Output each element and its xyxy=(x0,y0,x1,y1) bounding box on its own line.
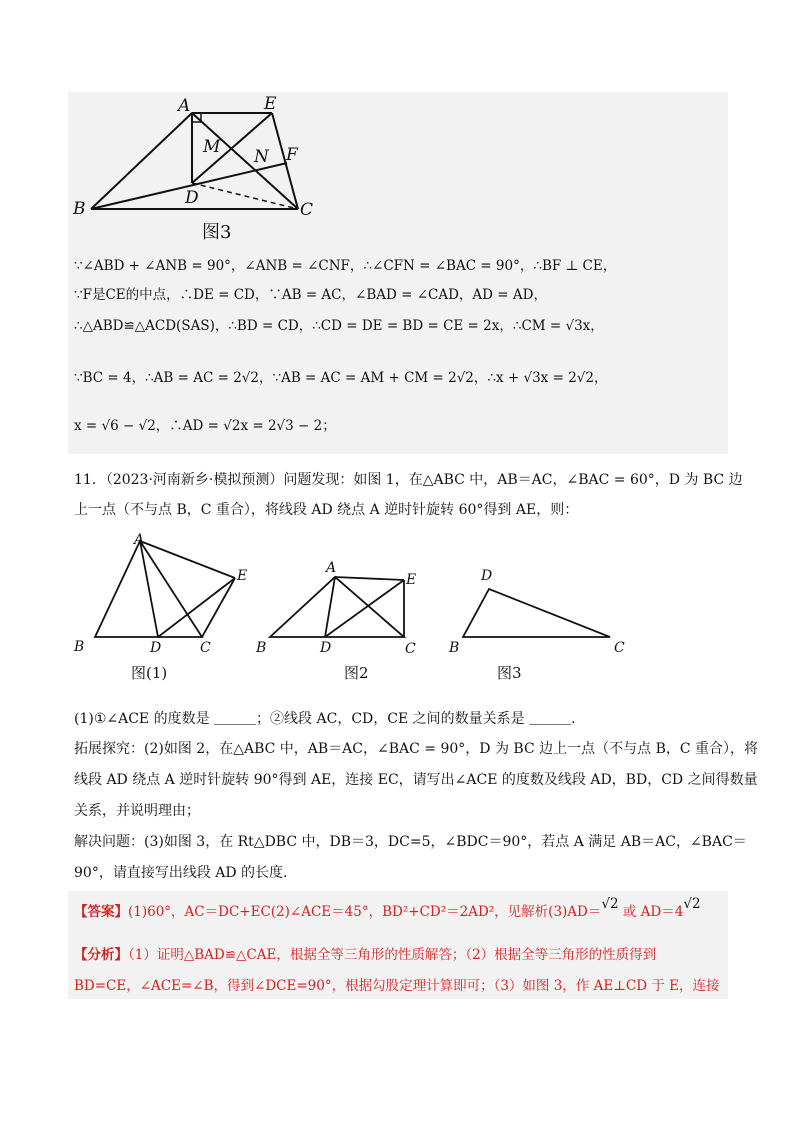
fig3-label-D: D xyxy=(481,568,493,584)
segment-BA xyxy=(91,113,192,209)
answer-mid: 或 AD＝4 xyxy=(618,904,684,920)
fig3-label-B: B xyxy=(449,640,460,656)
label-M: M xyxy=(203,137,221,157)
label-F: F xyxy=(286,145,298,165)
answer-tag: 【答案】 xyxy=(74,904,128,920)
analysis-line-2: BD=CE，∠ACE=∠B，得到∠DCE=90°，根据勾股定理计算即可；（3）如图 3，作 AE⊥CD 于 E，连接 xyxy=(74,978,720,994)
fig1-caption: 图(1) xyxy=(131,664,168,682)
figures-row xyxy=(68,530,648,690)
answer-line xyxy=(74,896,701,922)
analysis-text-1: （1）证明△BAD≌△CAE，根据全等三角形的性质解答；（2）根据全等三角形的性质得到 xyxy=(128,947,657,963)
analysis-line-1 xyxy=(74,945,656,965)
answer-sqrt-2: √2 xyxy=(683,896,701,912)
solution-line-2: ∵F是CE的中点，∴DE = CD，∵AB = AC，∠BAD = ∠CAD，AD = AD， xyxy=(74,287,547,303)
fig1-segment-AE xyxy=(140,541,235,578)
fig2-segment-AE xyxy=(335,577,404,580)
solution-line-5: x = √6 − √2，∴AD = √2x = 2√3 − 2； xyxy=(74,418,336,434)
analysis-tag: 【分析】 xyxy=(74,947,128,963)
segment-AC xyxy=(192,113,298,209)
label-D: D xyxy=(185,188,199,208)
fig1-label-E: E xyxy=(237,568,248,584)
question-1: (1)①∠ACE 的度数是 ＿＿＿；②线段 AC，CD，CE 之间的数量关系是 ＿＿＿. xyxy=(74,711,576,727)
problem-line-1: 11．（2023·河南新乡·模拟预测）问题发现：如图 1，在△ABC 中，AB＝AC，∠BAC = 60°，D 为 BC 边 xyxy=(74,472,743,488)
figure-caption: 图3 xyxy=(202,222,232,243)
question-3-line-2: 90°，请直接写出线段 AD 的长度. xyxy=(74,865,288,881)
fig1-label-D: D xyxy=(150,640,162,656)
solution-line-4: ∵BC = 4，∴AB = AC = 2√2，∵AB = AC = AM + CM = 2√2，∴x + √3x = 2√2， xyxy=(74,370,608,386)
label-E: E xyxy=(264,94,277,114)
answer-text: (1)60°，AC＝DC+EC(2)∠ACE＝45°，BD²+CD²＝2AD²，见解析(3)AD＝ xyxy=(128,904,602,920)
fig2-segment-ED xyxy=(325,580,404,637)
label-A: A xyxy=(178,96,191,116)
question-3-line-1: 解决问题：(3)如图 3，在 Rt△DBC 中，DB＝3，DC=5，∠BDC＝90°，若点 A 满足 AB＝AC，∠BAC＝ xyxy=(74,834,747,850)
fig2-caption: 图2 xyxy=(344,664,369,682)
fig3-caption: 图3 xyxy=(497,664,522,682)
fig3-triangle-DBC xyxy=(463,589,610,637)
segment-DC-dashed xyxy=(192,183,298,209)
question-2-line-3: 关系，并说明理由； xyxy=(74,803,200,819)
label-C: C xyxy=(300,200,314,220)
fig2-label-B: B xyxy=(256,640,267,656)
solution-line-1: ∵∠ABD + ∠ANB = 90°，∠ANB = ∠CNF，∴∠CFN = ∠BAC = 90°，∴BF ⊥ CE， xyxy=(74,258,617,274)
fig3-label-C: C xyxy=(614,640,625,656)
problem-line-2: 上一点（不与点 B，C 重合），将线段 AD 绕点 A 逆时针旋转 60°得到 AE，则： xyxy=(74,502,579,518)
answer-sqrt-1: √2 xyxy=(601,896,619,912)
fig2-label-D: D xyxy=(320,640,332,656)
fig2-label-C: C xyxy=(405,641,416,657)
question-2-line-2: 线段 AD 绕点 A 逆时针旋转 90°得到 AE，连接 EC，请写出∠ACE 的度数及线段 AD，BD，CD 之间得数量 xyxy=(74,772,758,788)
fig2-label-A: A xyxy=(326,560,337,576)
solution-line-3: ∴△ABD≌△ACD(SAS)，∴BD = CD，∴CD = DE = BD = CE = 2x，∴CM = √3x， xyxy=(74,318,604,334)
label-B: B xyxy=(73,199,86,219)
label-N: N xyxy=(254,147,269,167)
fig2-label-E: E xyxy=(406,572,417,588)
fig1-segment-EC xyxy=(202,578,235,637)
fig1-label-B: B xyxy=(74,639,85,655)
fig1-label-C: C xyxy=(200,640,211,656)
question-2-line-1: 拓展探究：(2)如图 2，在△ABC 中，AB＝AC，∠BAC = 90°，D 为 BC 边上一点（不与点 B，C 重合），将 xyxy=(74,741,759,757)
fig1-label-A: A xyxy=(134,532,145,548)
top-figure-3 xyxy=(68,92,368,247)
